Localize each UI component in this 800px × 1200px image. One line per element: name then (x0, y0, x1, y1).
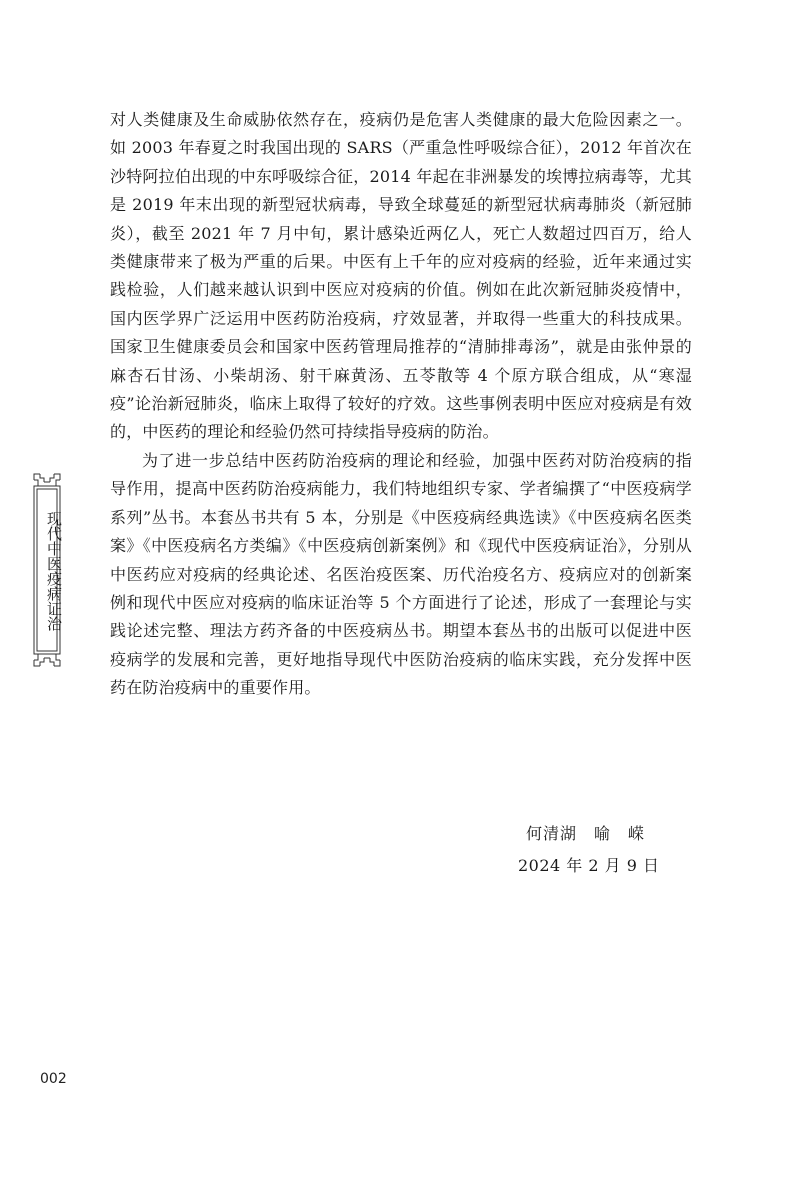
signature-block (518, 818, 718, 882)
signature-date: 2024 年 2 月 9 日 (518, 856, 660, 875)
preface-body (110, 106, 692, 703)
side-book-title-tab (30, 470, 64, 670)
paragraph-2: 为了进一步总结中医药防治疫病的理论和经验，加强中医药对防治疫病的指导作用，提高中医药防治疫病能力，我们特地组织专家、学者编撰了“中医疫病学系列”丛书。本套丛书共有 5 本，分别是《中医疫病经典选读》《中医疫病名医类案》《中医疫病名方类编》《中医疫病创新案例》和《现代中医疫病证治》，分别从中医药应对疫病的经典论述、名医治疫医案、历代治疫名方、疫病应对的创新案例和现代中医应对疫病的临床证治等 5 个方面进行了论述，形成了一套理论与实践论述完整、理法方药齐备的中医疫病丛书。期望本套丛书的出版可以促进中医疫病学的发展和完善，更好地指导现代中医防治疫病的临床实践，充分发挥中医药在防治疫病中的重要作用。 (110, 450, 692, 698)
page-number: 002 (40, 1071, 67, 1087)
author-names: 何清湖 喻 嵘 (526, 824, 646, 843)
paragraph-1: 对人类健康及生命威胁依然存在，疫病仍是危害人类健康的最大危险因素之一。如 2003 年春夏之时我国出现的 SARS（严重急性呼吸综合征），2012 年首次在沙特阿拉伯出现的中东呼吸综合征，2014 年起在非洲暴发的埃博拉病毒等，尤其是 2019 年末出现的新型冠状病毒，导致全球蔓延的新型冠状病毒肺炎（新冠肺炎），截至 2021 年 7 月中旬，累计感染近两亿人，死亡人数超过四百万，给人类健康带来了极为严重的后果。中医有上千年的应对疫病的经验，近年来通过实践检验，人们越来越认识到中医应对疫病的价值。例如在此次新冠肺炎疫情中，国内医学界广泛运用中医药防治疫病，疗效显著，并取得一些重大的科技成果。国家卫生健康委员会和国家中医药管理局推荐的“清肺排毒汤”，就是由张仲景的麻杏石甘汤、小柴胡汤、射干麻黄汤、五苓散等 4 个原方联合组成，从“寒湿疫”论治新冠肺炎，临床上取得了较好的疗效。这些事例表明中医应对疫病是有效的，中医药的理论和经验仍然可持续指导疫病的防治。 (110, 110, 692, 442)
side-book-title: 现代中医疫病证治 (45, 511, 63, 631)
